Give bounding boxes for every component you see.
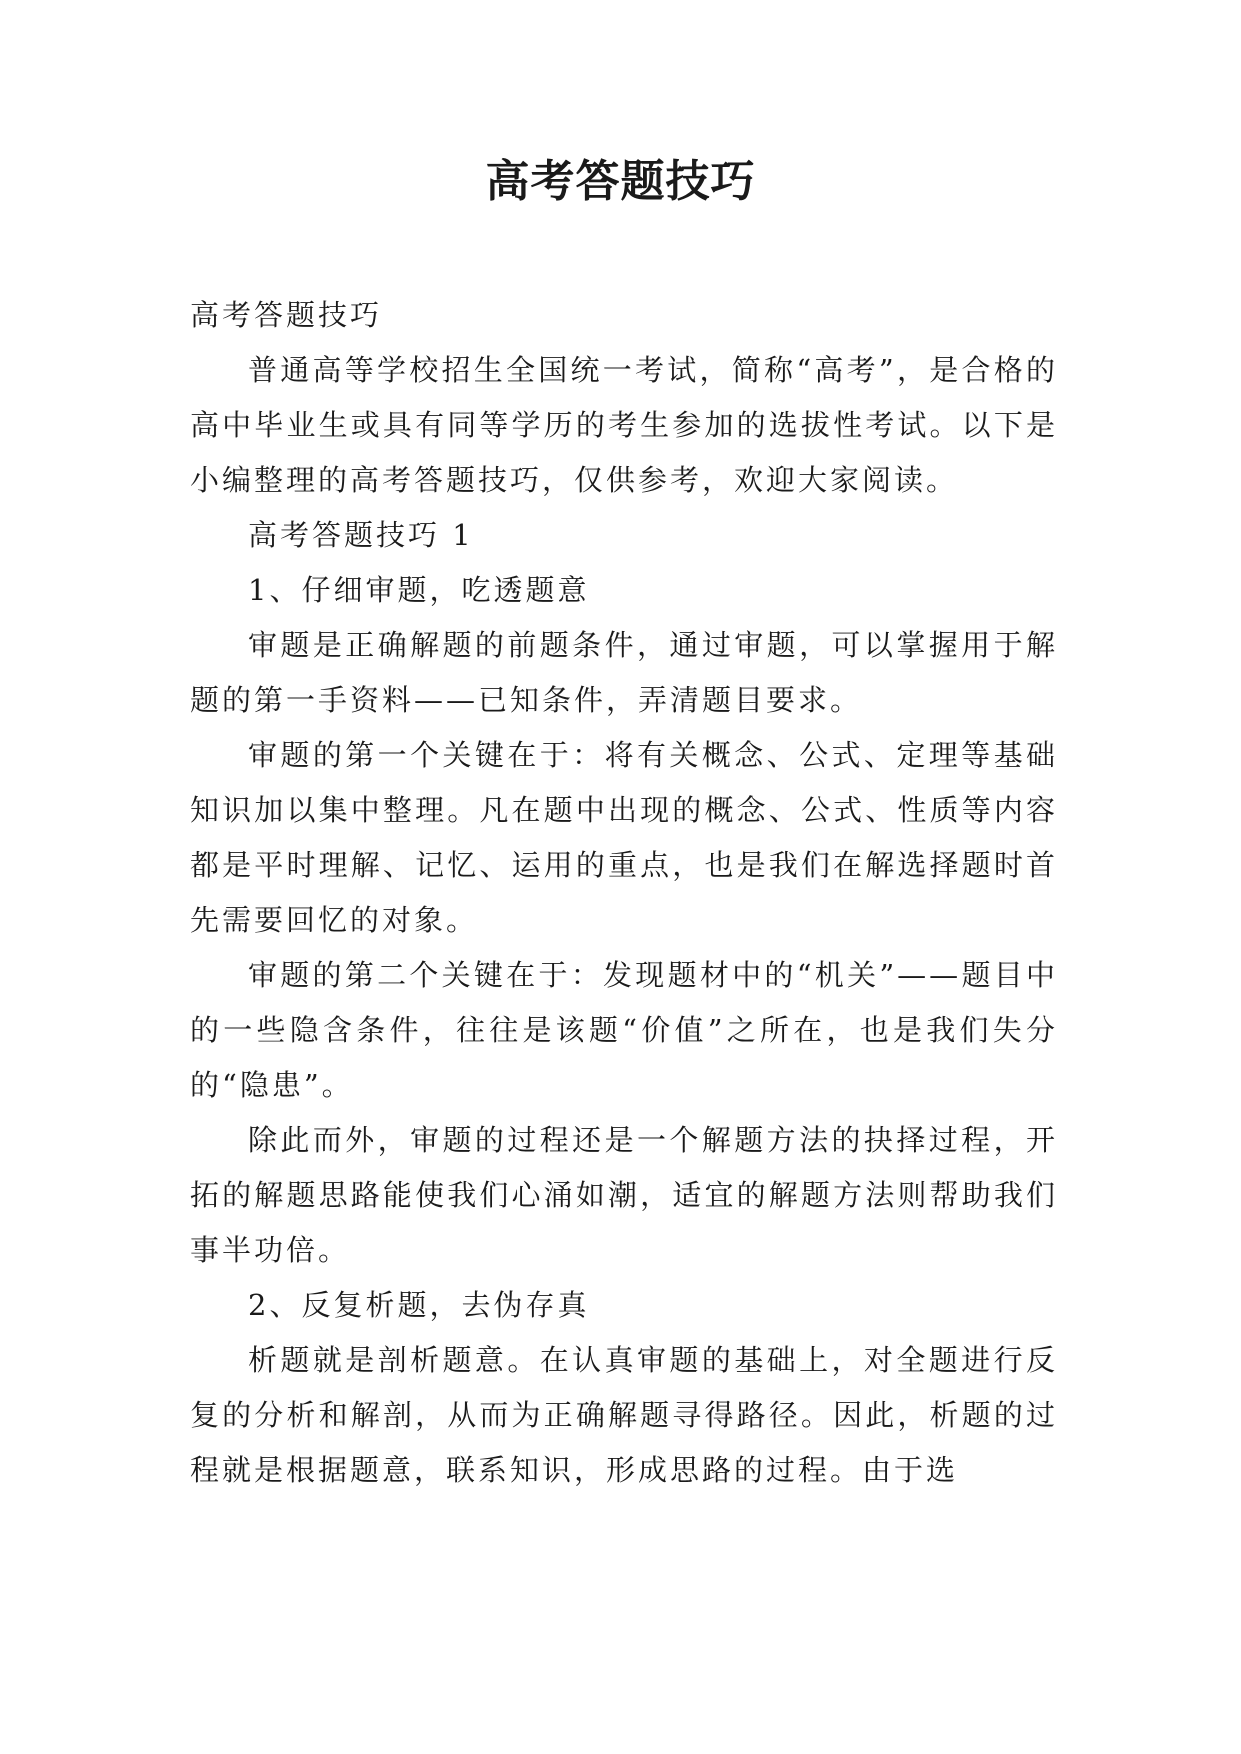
paragraph: 审题是正确解题的前题条件，通过审题，可以掌握用于解题的第一手资料——已知条件，弄清题目要求。 xyxy=(190,628,1058,717)
intro-paragraph: 普通高等学校招生全国统一考试，简称“高考”，是合格的高中毕业生或具有同等学历的考生参加的选拔性考试。以下是小编整理的高考答题技巧，仅供参考，欢迎大家阅读。 xyxy=(190,353,1058,497)
section-heading: 高考答题技巧 xyxy=(190,298,383,332)
document-title: 高考答题技巧 xyxy=(485,156,756,207)
point-heading-1: 1、仔细审题，吃透题意 xyxy=(248,573,590,607)
subsection-heading-1: 高考答题技巧 1 xyxy=(248,518,474,552)
point-heading-2: 2、反复析题，去伪存真 xyxy=(248,1288,590,1322)
paragraph: 除此而外，审题的过程还是一个解题方法的抉择过程，开拓的解题思路能使我们心涌如潮，适宜的解题方法则帮助我们事半功倍。 xyxy=(190,1123,1058,1267)
document-body xyxy=(190,288,1058,1498)
paragraph: 审题的第一个关键在于：将有关概念、公式、定理等基础知识加以集中整理。凡在题中出现的概念、公式、性质等内容都是平时理解、记忆、运用的重点，也是我们在解选择题时首先需要回忆的对象。 xyxy=(190,738,1058,937)
paragraph: 审题的第二个关键在于：发现题材中的“机关”——题目中的一些隐含条件，往往是该题“价值”之所在，也是我们失分的“隐患”。 xyxy=(190,958,1058,1102)
paragraph: 析题就是剖析题意。在认真审题的基础上，对全题进行反复的分析和解剖，从而为正确解题寻得路径。因此，析题的过程就是根据题意，联系知识，形成思路的过程。由于选 xyxy=(190,1343,1058,1487)
